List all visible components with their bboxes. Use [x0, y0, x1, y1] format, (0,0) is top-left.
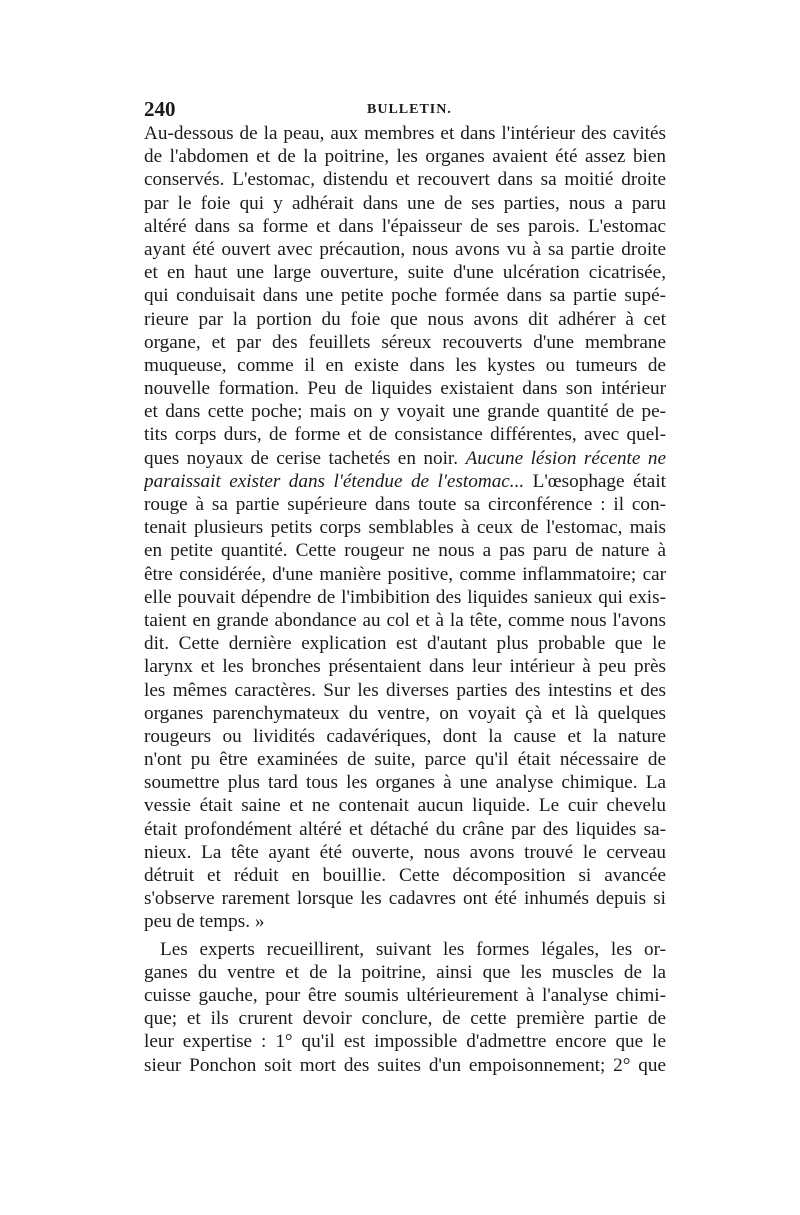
text-line: sieur Ponchon soit mort des suites d'un empoisonnement; 2° que: [144, 1054, 666, 1076]
text-line: par le foie qui y adhérait dans une de ses parties, nous a paru: [144, 192, 666, 214]
text-line: n'ont pu être examinées de suite, parce qu'il était nécessaire de: [144, 749, 666, 771]
text-line: conservés. L'estomac, distendu et recouvert dans sa moitié droite: [144, 169, 666, 191]
text-line: que; et ils crurent devoir conclure, de cette première partie de: [144, 1008, 666, 1030]
text-line: cuisse gauche, pour être soumis ultérieurement à l'analyse chimi-: [144, 984, 666, 1006]
text-line: ayant été ouvert avec précaution, nous avons vu à sa partie droite: [144, 238, 666, 260]
text-line: vessie était saine et ne contenait aucun liquide. Le cuir chevelu: [144, 795, 666, 817]
text-line: dit. Cette dernière explication est d'autant plus probable que le: [144, 633, 666, 655]
text-line: taient en grande abondance au col et à la tête, comme nous l'avons: [144, 609, 666, 631]
text-line: peu de temps. »: [144, 911, 265, 933]
text-line: de l'abdomen et de la poitrine, les organes avaient été assez bien: [144, 146, 666, 168]
text-line: rieure par la portion du foie que nous avons dit adhérer à cet: [144, 308, 666, 330]
paragraph-first-line: Les experts recueillirent, suivant les formes légales, les or-: [160, 938, 666, 960]
text-line: les mêmes caractères. Sur les diverses parties des intestins et des: [144, 679, 666, 701]
text-line: leur expertise : 1° qu'il est impossible d'admettre encore que le: [144, 1031, 666, 1053]
text-line: qui conduisait dans une petite poche formée dans sa partie supé-: [144, 285, 666, 307]
text-line: rouge à sa partie supérieure dans toute sa circonférence : il con-: [144, 494, 666, 515]
running-head: [144, 96, 666, 122]
italic-text: paraissait exister dans l'étendue de l'estomac...: [144, 470, 525, 492]
text-line: rougeurs ou lividités cadavériques, dont la cause et la nature: [144, 725, 666, 747]
text-line: altéré dans sa forme et dans l'épaisseur de ses parois. L'estomac: [144, 215, 666, 237]
page-number: 240: [144, 97, 176, 121]
text-line: en petite quantité. Cette rougeur ne nous a pas paru de nature à: [144, 540, 666, 562]
text-line: [144, 447, 666, 470]
book-page: [144, 96, 666, 1077]
text-line: elle pouvait dépendre de l'imbibition des liquides sanieux qui exis-: [144, 586, 666, 608]
running-title: BULLETIN.: [367, 102, 452, 117]
text-line: être considérée, d'une manière positive, comme inflammatoire; car: [144, 563, 666, 585]
body-text: [144, 122, 666, 1077]
text-line: tits corps durs, de forme et de consistance différentes, avec quel-: [144, 424, 666, 446]
text-line: et en haut une large ouverture, suite d'une ulcération cicatrisée,: [144, 262, 666, 284]
text-line: muqueuse, comme il en existe dans les kystes ou tumeurs de: [144, 354, 666, 376]
text-line: larynx et les bronches présentaient dans leur intérieur à peu près: [144, 656, 666, 678]
text-line: [144, 470, 666, 493]
text-line: tenait plusieurs petits corps semblables à ceux de l'estomac, mais: [144, 517, 666, 539]
text-line: nouvelle formation. Peu de liquides existaient dans son intérieur: [144, 378, 666, 400]
text-line: soumettre plus tard tous les organes à une analyse chimique. La: [144, 772, 666, 794]
text-line: organes parenchymateux du ventre, on voyait çà et là quelques: [144, 702, 666, 724]
text-line: nieux. La tête ayant été ouverte, nous avons trouvé le cerveau: [144, 841, 666, 863]
text-segment: ques noyaux de cerise tachetés en noir.: [144, 447, 466, 469]
text-line: détruit et réduit en bouillie. Cette décomposition si avancée: [144, 865, 666, 886]
text-line: et dans cette poche; mais on y voyait une grande quantité de pe-: [144, 401, 666, 423]
text-line: ganes du ventre et de la poitrine, ainsi que les muscles de la: [144, 961, 666, 983]
text-line: était profondément altéré et détaché du crâne par des liquides sa-: [144, 818, 666, 840]
text-segment: L'œsophage était: [524, 470, 666, 492]
text-line: organe, et par des feuillets séreux recouverts d'une membrane: [144, 331, 666, 353]
italic-text: Aucune lésion récente ne: [465, 447, 666, 469]
text-line: s'observe rarement lorsque les cadavres ont été inhumés depuis si: [144, 888, 666, 910]
text-line: Au-dessous de la peau, aux membres et dans l'intérieur des cavités: [144, 123, 666, 144]
